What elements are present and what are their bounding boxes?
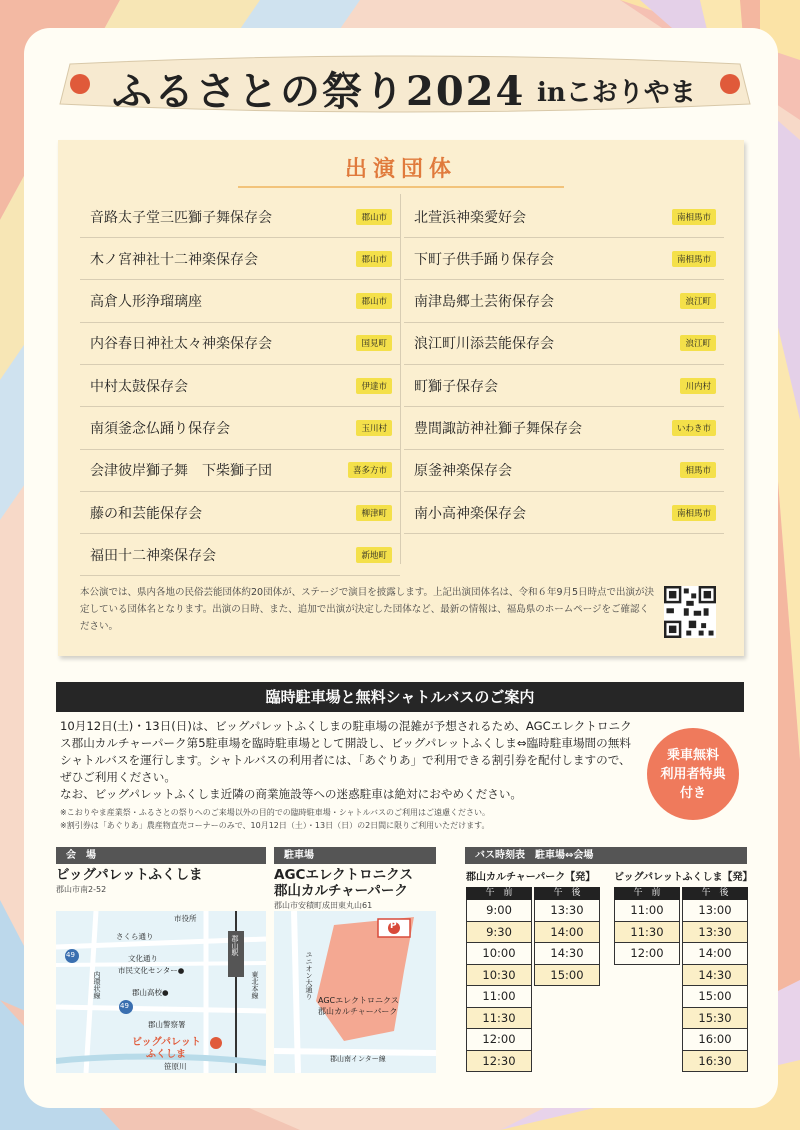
time-cell: 12:00 xyxy=(614,943,680,965)
performer-row xyxy=(80,323,400,365)
map-road-2: 郡山南インター線 xyxy=(330,1055,386,1063)
badge-line-3: 付き xyxy=(679,785,706,801)
map-venue-label-1: ビッグパレット xyxy=(132,1037,201,1048)
time-cell: 14:00 xyxy=(682,943,748,965)
map-station: 郡山駅 xyxy=(231,935,239,956)
venue-info xyxy=(56,847,266,895)
performer-row xyxy=(404,281,724,323)
municipality-tag: 郡山市 xyxy=(356,209,392,225)
performer-name: 南須釜念仏踊り保存会 xyxy=(90,421,230,437)
map-route-49-a: 49 xyxy=(66,951,75,959)
qr-code[interactable] xyxy=(664,586,716,638)
performer-name: 藤の和芸能保存会 xyxy=(90,505,202,522)
parking-pm-header: 午 後 xyxy=(534,887,600,900)
performer-row xyxy=(80,365,400,407)
venue-header: 会 場 xyxy=(56,847,266,864)
performer-name: 町獅子保存会 xyxy=(414,378,498,395)
time-cell: 16:30 xyxy=(682,1051,748,1073)
parking-notes xyxy=(60,806,660,832)
municipality-tag: 相馬市 xyxy=(680,462,716,478)
performer-name: 中村太鼓保存会 xyxy=(90,378,188,395)
time-cell: 11:00 xyxy=(614,900,680,922)
map-lot-label-2: 郡山カルチャーパーク xyxy=(318,1007,398,1016)
time-cell: 10:30 xyxy=(466,965,532,987)
municipality-tag: 川内村 xyxy=(680,378,716,394)
heading-underline xyxy=(238,186,564,188)
map-city-hall: 市役所 xyxy=(174,914,197,923)
performer-name: 高倉人形浄瑠璃座 xyxy=(90,294,202,311)
performer-name: 会津彼岸獅子舞 下柴獅子団 xyxy=(90,463,272,480)
time-cell: 14:00 xyxy=(534,922,600,944)
parking-warning: なお、ビッグパレットふくしま近隣の商業施設等への迷惑駐車は絶対におやめください。 xyxy=(60,787,523,801)
performer-row xyxy=(404,323,724,365)
time-cell: 13:00 xyxy=(682,900,748,922)
time-cell: 9:00 xyxy=(466,900,532,922)
performer-row xyxy=(80,238,400,280)
venue-pm-column xyxy=(682,887,748,1072)
map-kokudo: 内環状線 xyxy=(93,971,101,999)
performer-row xyxy=(80,408,400,450)
performer-name: 福田十二神楽保存会 xyxy=(90,547,216,564)
performers-heading: 出演団体 xyxy=(344,156,457,182)
parking-am-header: 午 前 xyxy=(466,887,532,900)
performer-name: 南津島郷土芸術保存会 xyxy=(414,294,554,311)
municipality-tag: 玉川村 xyxy=(356,420,392,436)
venue-pm-header: 午 後 xyxy=(682,887,748,900)
map-venue-label-2: ふくしま xyxy=(146,1049,186,1060)
time-cell: 14:30 xyxy=(534,943,600,965)
page-subtitle: inこおりやま xyxy=(537,78,696,108)
time-cell: 11:00 xyxy=(466,986,532,1008)
time-cell: 11:30 xyxy=(466,1008,532,1030)
map-river: 笹原川 xyxy=(164,1062,187,1071)
time-cell: 14:30 xyxy=(682,965,748,987)
performer-name: 内谷春日神社太々神楽保存会 xyxy=(90,336,272,353)
performer-name: 豊間諏訪神社獅子舞保存会 xyxy=(414,421,582,437)
municipality-tag: 南相馬市 xyxy=(672,251,716,267)
municipality-tag: 南相馬市 xyxy=(672,209,716,225)
timetable-from-parking: 郡山カルチャーパーク【発】 xyxy=(466,872,596,883)
performer-name: 南小高神楽保存会 xyxy=(414,505,526,522)
performer-row xyxy=(80,492,400,534)
municipality-tag: 郡山市 xyxy=(356,251,392,267)
municipality-tag: 喜多方市 xyxy=(348,462,392,478)
map-road-1: ユニオン大通り xyxy=(305,951,313,1000)
badge-line-1: 乗車無料 xyxy=(666,747,719,763)
time-cell: 15:00 xyxy=(682,986,748,1008)
performers-note: 本公演では、県内各地の民俗芸能団体約20団体が、ステージで演目を披露します。上記出演団体名は、令和６年9月5日時点で出演が決定している団体名となります。出演の日時、また、追加で出演が決定した団体など、最新の情報は、福島県のホームページをご確認ください。 xyxy=(80,587,655,632)
municipality-tag: 新地町 xyxy=(356,547,392,563)
venue-address: 郡山市南2-52 xyxy=(56,885,107,894)
performer-row xyxy=(80,196,400,238)
performer-row xyxy=(80,534,400,576)
time-cell: 11:30 xyxy=(614,922,680,944)
performer-name: 下町子供手踊り保存会 xyxy=(414,251,554,268)
map-culture-center: 市民文化センター● xyxy=(118,966,185,975)
parking-lot-header: 駐車場 xyxy=(274,847,436,864)
parking-body xyxy=(60,718,642,803)
municipality-tag: 伊達市 xyxy=(356,378,392,394)
parking-lot-address: 郡山市安積町成田東丸山61 xyxy=(274,901,373,910)
time-cell: 15:30 xyxy=(682,1008,748,1030)
municipality-tag: 柳津町 xyxy=(356,505,392,521)
parking-p-icon: P xyxy=(390,921,397,931)
time-cell: 9:30 xyxy=(466,922,532,944)
timetable-header: バス時刻表 駐車場⇔会場 xyxy=(465,847,747,864)
time-cell: 10:00 xyxy=(466,943,532,965)
time-cell: 13:30 xyxy=(682,922,748,944)
map-police: 郡山警察署 xyxy=(148,1020,186,1029)
municipality-tag: 浪江町 xyxy=(680,335,716,351)
parking-lot-info xyxy=(274,847,436,911)
venue-name: ビッグパレットふくしま xyxy=(56,867,203,883)
timetable-from-venue: ビッグパレットふくしま【発】 xyxy=(614,872,753,883)
parking-paragraph: 10月12日(土)・13日(日)は、ビッグパレットふくしまの駐車場の混雑が予想されるため、AGCエレクトロニクス郡山カルチャーパーク第5駐車場を臨時駐車場として開設し、ビッグパレットふくしま⇔臨時駐車場間の無料シャトルバスを運行します。シャトルバスの利用者には、「あぐりあ」で利用できる割引券を配付しますので、ぜひご利用ください。 xyxy=(60,719,632,784)
map-line: 東北本線 xyxy=(251,971,259,999)
map-bunka: 文化通り xyxy=(128,954,158,963)
municipality-tag: 浪江町 xyxy=(680,293,716,309)
municipality-tag: 南相馬市 xyxy=(672,505,716,521)
time-cell: 12:00 xyxy=(466,1029,532,1051)
performer-row xyxy=(80,281,400,323)
badge-line-2: 利用者特典 xyxy=(660,766,726,782)
performer-name: 音路太子堂三匹獅子舞保存会 xyxy=(90,209,272,226)
performer-row xyxy=(80,450,400,492)
time-cell: 15:00 xyxy=(534,965,600,987)
performer-row xyxy=(404,365,724,407)
performer-row xyxy=(404,238,724,280)
map-high-school: 郡山高校● xyxy=(132,988,169,997)
parking-lot-name-2: 郡山カルチャーパーク xyxy=(274,883,408,899)
parking-lot-name-1: AGCエレクトロニクス xyxy=(274,867,414,883)
free-ride-badge xyxy=(647,728,739,820)
performer-name: 北萱浜神楽愛好会 xyxy=(414,209,526,226)
venue-map[interactable] xyxy=(56,911,266,1073)
performer-row xyxy=(404,492,724,534)
performer-row xyxy=(404,408,724,450)
column-divider xyxy=(400,194,401,564)
parking-lot-map[interactable] xyxy=(274,911,436,1073)
time-cell: 16:00 xyxy=(682,1029,748,1051)
performer-name: 原釜神楽保存会 xyxy=(414,463,512,480)
performer-name: 浪江町川添芸能保存会 xyxy=(414,336,554,353)
performer-row xyxy=(404,450,724,492)
performer-name: 木ノ宮神社十二神楽保存会 xyxy=(90,251,258,268)
venue-am-column xyxy=(614,887,680,965)
map-sakura: さくら通り xyxy=(116,932,154,941)
municipality-tag: いわき市 xyxy=(672,420,716,436)
municipality-tag: 郡山市 xyxy=(356,293,392,309)
venue-am-header: 午 前 xyxy=(614,887,680,900)
time-cell: 12:30 xyxy=(466,1051,532,1073)
municipality-tag: 国見町 xyxy=(356,335,392,351)
map-route-49-b: 49 xyxy=(120,1002,129,1010)
map-lot-label-1: AGCエレクトロニクス xyxy=(318,996,399,1005)
note-2: ※割引券は「あぐりあ」農産物直売コーナーのみで、10月12日（土）・13日（日）の2日間に限りご利用いただけます。 xyxy=(60,821,490,830)
note-1: ※こおりやま産業祭・ふるさとの祭りへのご来場以外の目的での臨時駐車場・シャトルバスのご利用はご遠慮ください。 xyxy=(60,808,490,817)
parking-pm-column xyxy=(534,887,600,986)
parking-heading: 臨時駐車場と無料シャトルバスのご案内 xyxy=(56,682,744,712)
performer-row xyxy=(404,196,724,238)
page-title: ふるさとの祭り2024 xyxy=(112,68,526,115)
parking-am-column xyxy=(466,887,532,1072)
time-cell: 13:30 xyxy=(534,900,600,922)
